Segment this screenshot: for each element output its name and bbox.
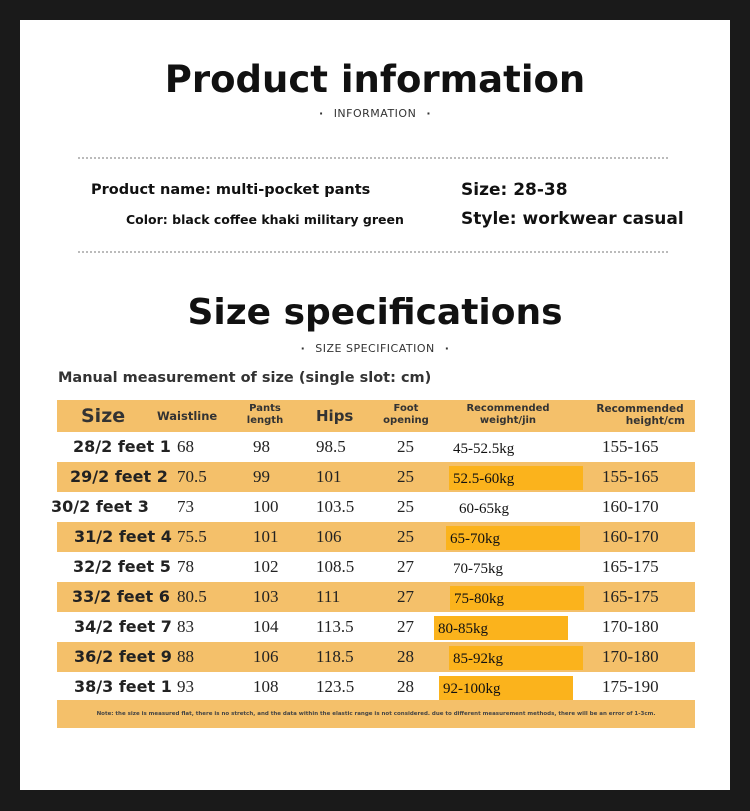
cell-foot-opening: 25 bbox=[397, 437, 414, 456]
cell-recommended-weight: 80-85kg bbox=[434, 616, 568, 640]
cell-waistline: 93 bbox=[177, 677, 194, 696]
cell-size: 29/2 feet 2 bbox=[70, 467, 168, 486]
cell-size: 31/2 feet 4 bbox=[74, 527, 172, 546]
header-foot-line2: opening bbox=[383, 415, 429, 426]
cell-foot-opening: 28 bbox=[397, 647, 414, 666]
cell-pants-length: 100 bbox=[253, 497, 279, 516]
header-waistline: Waistline bbox=[157, 409, 218, 423]
cell-waistline: 80.5 bbox=[177, 587, 207, 606]
header-pants-length-line2: length bbox=[246, 415, 284, 426]
table-row bbox=[57, 432, 695, 462]
cell-pants-length: 106 bbox=[253, 647, 279, 666]
cell-pants-length: 103 bbox=[253, 587, 279, 606]
cell-size: 28/2 feet 1 bbox=[73, 437, 171, 456]
cell-foot-opening: 28 bbox=[397, 677, 414, 696]
table-footnote: Note: the size is measured flat, there is no stretch, and the data within the elastic range is not considered. due to different measurement methods, there will be an error of 1-3cm. bbox=[57, 700, 695, 728]
cell-size: 38/3 feet 1 bbox=[74, 677, 172, 696]
table-row bbox=[51, 492, 695, 522]
cell-waistline: 88 bbox=[177, 647, 194, 666]
header-hips: Hips bbox=[316, 407, 354, 425]
product-info-title: Product information bbox=[164, 58, 586, 101]
cell-recommended-weight: 45-52.5kg bbox=[453, 441, 515, 457]
cell-pants-length: 108 bbox=[253, 677, 279, 696]
header-pants-length bbox=[245, 403, 285, 427]
cell-pants-length: 104 bbox=[253, 617, 279, 636]
product-info-subtitle bbox=[0, 107, 750, 120]
cell-hips: 108.5 bbox=[316, 557, 355, 576]
header-weight-line2: weight/jin bbox=[479, 415, 537, 426]
table-row bbox=[57, 462, 695, 492]
table-row bbox=[57, 522, 695, 552]
cell-waistline: 70.5 bbox=[177, 467, 207, 486]
cell-recommended-height: 160-170 bbox=[602, 527, 659, 546]
cell-hips: 98.5 bbox=[316, 437, 346, 456]
size-table bbox=[51, 400, 695, 728]
cell-size: 33/2 feet 6 bbox=[72, 587, 170, 606]
header-weight-line1: Recommended bbox=[466, 403, 550, 414]
product-info-subtitle-text: INFORMATION bbox=[333, 107, 417, 120]
cell-hips: 118.5 bbox=[316, 647, 354, 666]
cell-waistline: 75.5 bbox=[177, 527, 207, 546]
product-size: Size: 28-38 bbox=[461, 180, 568, 200]
cell-recommended-height: 170-180 bbox=[602, 647, 659, 666]
cell-hips: 103.5 bbox=[316, 497, 355, 516]
cell-hips: 101 bbox=[316, 467, 342, 486]
cell-waistline: 78 bbox=[177, 557, 194, 576]
header-recommended-height bbox=[595, 403, 685, 427]
bullet-icon: · bbox=[444, 342, 450, 355]
cell-foot-opening: 27 bbox=[397, 557, 414, 576]
cell-waistline: 68 bbox=[177, 437, 194, 456]
header-height-line2: height/cm bbox=[625, 415, 685, 427]
cell-pants-length: 101 bbox=[253, 527, 279, 546]
cell-waistline: 73 bbox=[177, 497, 194, 516]
cell-recommended-height: 175-190 bbox=[602, 677, 659, 696]
header-foot-opening bbox=[383, 403, 429, 427]
size-spec-title: Size specifications bbox=[187, 292, 563, 333]
bullet-icon: · bbox=[300, 342, 306, 355]
cell-recommended-weight: 65-70kg bbox=[446, 526, 580, 550]
cell-foot-opening: 25 bbox=[397, 497, 414, 516]
cell-recommended-height: 155-165 bbox=[602, 437, 659, 456]
cell-size: 36/2 feet 9 bbox=[74, 647, 172, 666]
dotted-divider bbox=[78, 251, 668, 253]
cell-pants-length: 102 bbox=[253, 557, 279, 576]
cell-recommended-height: 165-175 bbox=[602, 557, 659, 576]
header-foot-line1: Foot bbox=[393, 403, 419, 414]
cell-recommended-weight: 70-75kg bbox=[453, 561, 503, 577]
header-recommended-weight bbox=[463, 403, 553, 427]
bullet-icon: · bbox=[426, 107, 431, 120]
cell-pants-length: 99 bbox=[253, 467, 270, 486]
cell-waistline: 83 bbox=[177, 617, 194, 636]
size-spec-subtitle-text: SIZE SPECIFICATION bbox=[315, 342, 435, 355]
cell-hips: 111 bbox=[316, 587, 341, 606]
cell-size: 30/2 feet 3 bbox=[51, 497, 149, 516]
cell-pants-length: 98 bbox=[253, 437, 270, 456]
table-header bbox=[57, 400, 695, 432]
cell-size: 32/2 feet 5 bbox=[73, 557, 171, 576]
product-color: Color: black coffee khaki military green bbox=[126, 212, 404, 227]
header-pants-length-line1: Pants bbox=[249, 403, 281, 414]
measurement-note: Manual measurement of size (single slot: cm) bbox=[58, 370, 432, 386]
header-size: Size bbox=[81, 405, 126, 427]
cell-foot-opening: 27 bbox=[397, 617, 414, 636]
cell-recommended-height: 160-170 bbox=[602, 497, 659, 516]
product-style: Style: workwear casual bbox=[461, 209, 684, 229]
table-row bbox=[57, 612, 695, 642]
cell-foot-opening: 25 bbox=[397, 527, 414, 546]
cell-foot-opening: 25 bbox=[397, 467, 414, 486]
table-row bbox=[57, 582, 695, 612]
dotted-divider bbox=[78, 157, 668, 159]
cell-recommended-height: 155-165 bbox=[602, 467, 659, 486]
table-row bbox=[57, 672, 695, 702]
cell-recommended-weight: 60-65kg bbox=[459, 501, 509, 517]
cell-hips: 113.5 bbox=[316, 617, 354, 636]
table-row bbox=[57, 552, 695, 582]
cell-recommended-weight: 85-92kg bbox=[449, 646, 583, 670]
cell-hips: 106 bbox=[316, 527, 342, 546]
size-spec-subtitle bbox=[0, 342, 750, 355]
cell-hips: 123.5 bbox=[316, 677, 355, 696]
cell-recommended-height: 165-175 bbox=[602, 587, 659, 606]
cell-recommended-weight: 75-80kg bbox=[450, 586, 584, 610]
table-row bbox=[57, 642, 695, 672]
cell-foot-opening: 27 bbox=[397, 587, 414, 606]
cell-recommended-height: 170-180 bbox=[602, 617, 659, 636]
cell-recommended-weight: 52.5-60kg bbox=[449, 466, 583, 490]
cell-recommended-weight: 92-100kg bbox=[439, 676, 573, 700]
header-height-line1: Recommended bbox=[596, 403, 684, 415]
bullet-icon: · bbox=[319, 107, 324, 120]
cell-size: 34/2 feet 7 bbox=[74, 617, 172, 636]
product-name: Product name: multi-pocket pants bbox=[91, 182, 371, 198]
